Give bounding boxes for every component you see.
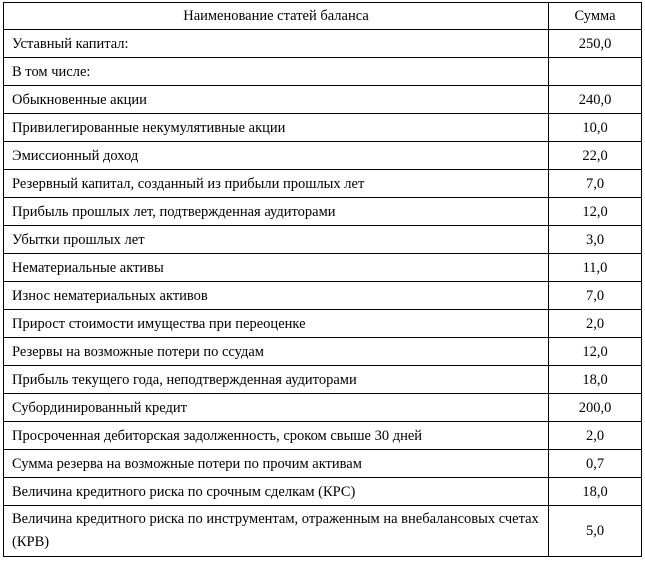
row-name-cell: Прирост стоимости имущества при переоценке	[4, 310, 549, 338]
row-sum-cell: 250,0	[549, 30, 642, 58]
balance-table	[3, 2, 642, 557]
row-sum-cell: 240,0	[549, 86, 642, 114]
column-header-name: Наименование статей баланса	[4, 3, 549, 30]
table-row	[4, 170, 642, 198]
row-name-cell: Эмиссионный доход	[4, 142, 549, 170]
row-name-cell: В том числе:	[4, 58, 549, 86]
table-row	[4, 226, 642, 254]
row-name-cell: Убытки прошлых лет	[4, 226, 549, 254]
row-sum-cell: 22,0	[549, 142, 642, 170]
row-sum-cell: 2,0	[549, 422, 642, 450]
table-row	[4, 198, 642, 226]
row-sum-cell	[549, 58, 642, 86]
row-name-cell: Нематериальные активы	[4, 254, 549, 282]
table-row	[4, 114, 642, 142]
row-name-cell: Сумма резерва на возможные потери по прочим активам	[4, 450, 549, 478]
table-row	[4, 310, 642, 338]
table-row	[4, 450, 642, 478]
row-name-cell: Прибыль текущего года, неподтвержденная аудиторами	[4, 366, 549, 394]
table-row	[4, 366, 642, 394]
row-sum-cell: 7,0	[549, 170, 642, 198]
row-name-cell: Субординированный кредит	[4, 394, 549, 422]
table-row	[4, 86, 642, 114]
row-sum-cell: 11,0	[549, 254, 642, 282]
row-sum-cell: 0,7	[549, 450, 642, 478]
row-sum-cell: 200,0	[549, 394, 642, 422]
row-name-cell: Величина кредитного риска по инструментам, отраженным на внебалансовых счетах (КРВ)	[4, 506, 549, 557]
row-name-cell: Уставный капитал:	[4, 30, 549, 58]
row-name-cell: Износ нематериальных активов	[4, 282, 549, 310]
table-row	[4, 394, 642, 422]
row-name-cell: Просроченная дебиторская задолженность, сроком свыше 30 дней	[4, 422, 549, 450]
column-header-sum: Сумма	[549, 3, 642, 30]
table-row	[4, 142, 642, 170]
row-name-cell: Величина кредитного риска по срочным сделкам (КРС)	[4, 478, 549, 506]
table-row	[4, 422, 642, 450]
table-row	[4, 30, 642, 58]
row-sum-cell: 10,0	[549, 114, 642, 142]
row-sum-cell: 7,0	[549, 282, 642, 310]
table-row	[4, 282, 642, 310]
row-sum-cell: 18,0	[549, 366, 642, 394]
table-header-row	[4, 3, 642, 30]
row-sum-cell: 18,0	[549, 478, 642, 506]
row-sum-cell: 12,0	[549, 198, 642, 226]
table-row	[4, 338, 642, 366]
row-name-cell: Обыкновенные акции	[4, 86, 549, 114]
row-name-cell: Привилегированные некумулятивные акции	[4, 114, 549, 142]
table-row	[4, 254, 642, 282]
row-name-cell: Резервы на возможные потери по ссудам	[4, 338, 549, 366]
table-row	[4, 478, 642, 506]
row-sum-cell: 5,0	[549, 506, 642, 557]
row-sum-cell: 12,0	[549, 338, 642, 366]
row-sum-cell: 3,0	[549, 226, 642, 254]
table-row	[4, 506, 642, 557]
row-name-cell: Прибыль прошлых лет, подтвержденная аудиторами	[4, 198, 549, 226]
table-row	[4, 58, 642, 86]
row-sum-cell: 2,0	[549, 310, 642, 338]
row-name-cell: Резервный капитал, созданный из прибыли прошлых лет	[4, 170, 549, 198]
